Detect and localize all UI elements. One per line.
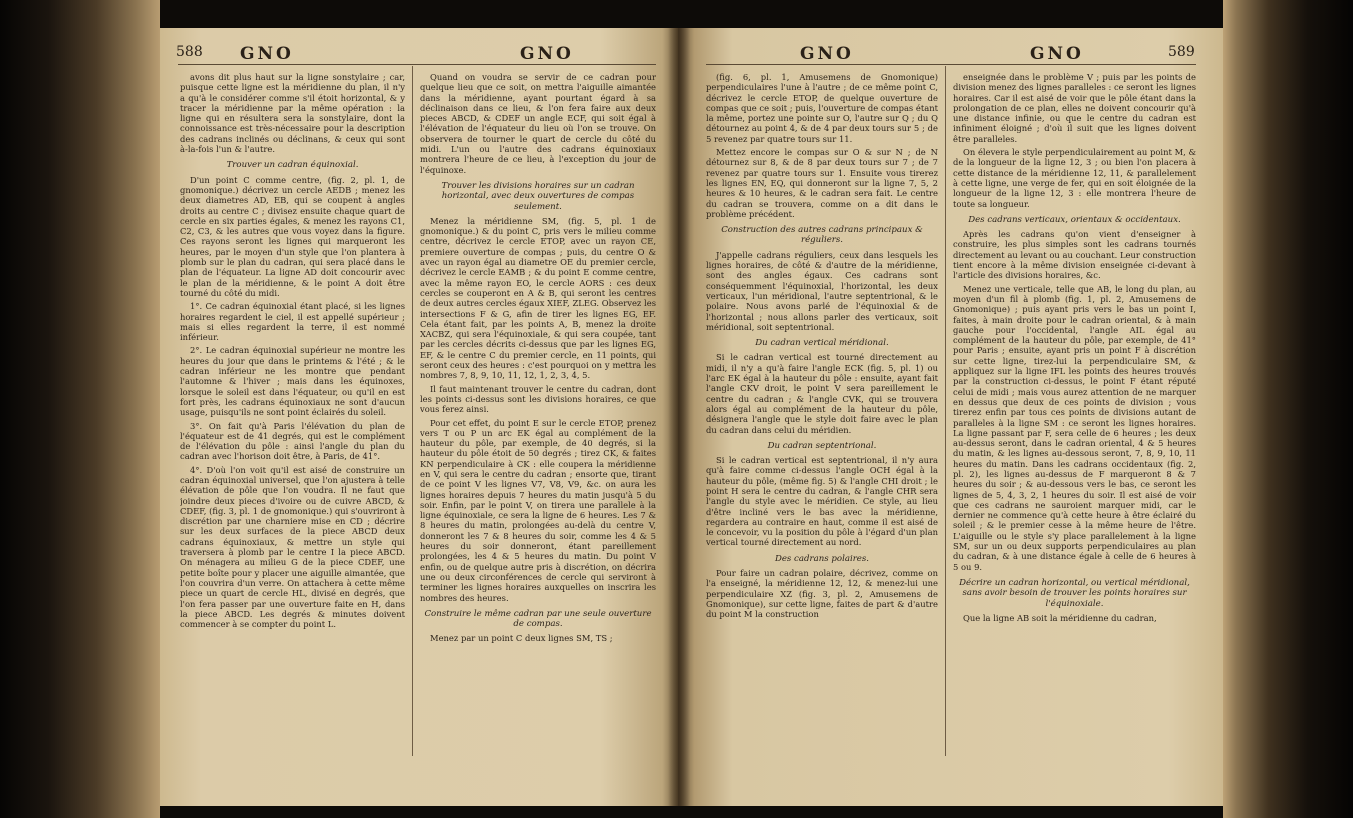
paragraph: 3°. On fait qu'à Paris l'élévation du plan de l'équateur est de 41 degrés, qui est le complément de l'élévation du pôle : ainsi l'angle du plan du cadran avec l'horison doit être, à Paris, de 41°. — [180, 420, 405, 462]
paragraph: 1°. Ce cadran équinoxial étant placé, si les lignes horaires regardent le ciel, il est appellé supérieur ; mais si elles regardent la terre, il est nommé inférieur. — [180, 301, 405, 343]
section-heading: Du cadran septentrional. — [767, 440, 877, 451]
left-running-head-1: GNO — [240, 44, 294, 64]
paragraph: 2°. Le cadran équinoxial supérieur ne montre les heures du jour que dans le printems & l'été ; & le cadran inférieur ne les montre que pendant l'automne & l'hiver ; mais dans les équinoxes, lorsque le soleil est dans l'équateur, ou qu'il en est fort près, les cadrans équinoxiaux ne sont d'aucun usage, puisqu'ils ne sont point éclairés du soleil. — [180, 345, 405, 418]
paragraph: 4°. D'où l'on voit qu'il est aisé de construire un cadran équinoxial universel, que l'on ajustera à telle élévation de pôle que l'on voudra. Il ne faut que joindre deux pieces d'ivoire ou de cuivre ABCD, & CDEF, (fig. 3, pl. 1 de gnomonique.) qui s'ouvriront à discrétion par une charniere mise en CD ; décrire sur les deux surfaces de la piece ABCD deux cadrans équinoxiaux, & mettre un style qui traversera à plomb par le centre I la piece ABCD. On ménagera au milieu G de la piece CDEF, une petite boîte pour y placer une aiguille aimantée, que l'on couvrira d'un verre. On attachera à cette même piece un quart de cercle HL, divisé en degrés, que l'on fera passer par une ouverture faite en H, dans la piece ABCD. Les degrés & minutes doivent commencer à se compter du point L. — [180, 464, 405, 630]
paragraph: Menez la méridienne SM, (fig. 5, pl. 1 de gnomonique.) & du point C, pris vers le milieu comme centre, décrivez le cercle ETOP, avec un rayon CE, premiere ouverture de compas ; puis, du centre O & avec un rayon égal au diametre OE du premier cercle, décrivez le cercle EAMB ; & du point E comme centre, avec la même rayon EO, le cercle AORS : ces deux cercles se couperont en A & B, qui seront les centres de deux autres cercles égaux XIEF, ZLEG. Observez les intersections F & G, afin de tirer les lignes EG, EF. Cela étant fait, par les points A, B, menez la droite XACBZ, qui sera l'équinoxiale, & qui sera coupée, tant par les cercles décrits ci-dessus que par les lignes EG, EF, & le centre C du premier cercle, en 11 points, qui seront ceux des heures : c'est pourquoi on y mettra les nombres 7, 8, 9, 10, 11, 12, 1, 2, 3, 4, 5. — [420, 215, 656, 381]
left-column-divider — [412, 66, 413, 756]
section-heading: Trouver un cadran équinoxial. — [226, 160, 359, 171]
paragraph: Que la ligne AB soit la méridienne du cadran, — [963, 612, 1157, 623]
section-heading: Du cadran vertical méridional. — [755, 338, 889, 349]
right-page-number: 589 — [1168, 44, 1195, 60]
paragraph: Après les cadrans qu'on vient d'enseigner à construire, les plus simples sont les cadrans tournés directement au levant ou au couchant. Leur construction tient encore à la même division enseignée ci-devant à l'article des divisions horaires, &c. — [953, 229, 1196, 281]
paragraph: D'un point C comme centre, (fig. 2, pl. 1, de gnomonique.) décrivez un cercle AEDB ; menez les deux diametres AD, EB, qui se coupent à angles droits au centre C ; divisez ensuite chaque quart de cercle en six parties égales, & menez les rayons C1, C2, C3, & les autres que vous voyez dans la figure. Ces rayons seront les lignes qui marqueront les heures, par le moyen d'un style que l'on plantera à plomb sur le plan du cadran, qui sera placé dans le plan de l'équateur. La ligne AD doit concourir avec le plan de la méridienne, & le point A doit être tourné du côté du midi. — [180, 174, 405, 298]
paragraph: Menez une verticale, telle que AB, le long du plan, au moyen d'un fil à plomb (fig. 1, pl. 2, Amusemens de Gnomonique) ; puis ayant pris vers le bas un point I, faites, à main droite pour le cadran oriental, & à main gauche pour l'occidental, l'angle AIL égal au complément de la hauteur du pôle, par exemple, de 41° pour Paris ; ensuite, ayant pris un point F à discrétion sur cette ligne, tirez-lui la perpendiculaire SM, & appliquez sur la ligne IFL les points des heures trouvés par la construction ci-dessus, le point F étant réputé celui de midi ; mais vous aurez attention de ne marquer en dessus que deux de ces points de division ; vous tirerez enfin par tous ces points de divisions autant de paralleles à la ligne SM : ce seront les lignes horaires. La ligne passant par F, sera celle de 6 heures ; les deux au-dessus seront, dans le cadran oriental, 4 & 5 heures du matin, & les lignes au-dessous seront, 7, 8, 9, 10, 11 heures du matin. Dans les cadrans occidentaux (fig. 2, pl. 2), les lignes au-dessus de F marqueront 8 & 7 heures du soir ; & au-dessous vers le bas, ce seront les lignes de 5, 4, 3, 2, 1 heures du soir. Il est aisé de voir que ces cadrans ne sauroient marquer midi, car le dernier ne commence qu'à cette heure à être éclairé du soleil ; & le premier cesse à la même heure de l'être. L'aiguille ou le style s'y place parallelement à la ligne SM, sur un ou deux supports perpendiculaires au plan du cadran, & à une distance égale à celle de 6 heures à 5 ou 9. — [953, 283, 1196, 572]
section-heading: Construire le même cadran par une seule ouverture de compas. — [424, 608, 652, 630]
paragraph: Menez par un point C deux lignes SM, TS ; — [430, 633, 613, 644]
book-edge-left — [0, 0, 160, 818]
section-heading: Construction des autres cadrans principaux & réguliers. — [721, 225, 923, 246]
right-running-head-2: GNO — [1030, 44, 1084, 64]
paragraph: Il faut maintenant trouver le centre du cadran, dont les points ci-dessus sont les divisions horaires, ce que vous ferez ainsi. — [420, 383, 656, 415]
paragraph: enseignée dans le problème V ; puis par les points de division menez des lignes paralleles : ce seront les lignes horaires. Car il est aisé de voir que le pôle étant dans la prolongation de ce plan, elles ne doivent concourir qu'à une distance infinie, ou que le centre du cadran est infiniment éloigné ; d'où il suit que les lignes doivent être paralleles. — [953, 72, 1196, 144]
right-column-divider — [945, 66, 946, 756]
left-header-rule — [178, 64, 656, 65]
left-running-head-2: GNO — [520, 44, 574, 64]
book-gutter — [668, 28, 690, 806]
right-running-head-1: GNO — [800, 44, 854, 64]
paragraph: Mettez encore le compas sur O & sur N ; de N détournez sur 8, & de 8 par deux tours sur 7 ; de 7 revenez par quatre tours sur 1. Ensuite vous tirerez les lignes EN, EQ, qui donneront sur la ligne 7, 5, 2 heures & 10 heures, & le cadran sera fait. Le centre du cadran se trouvera, comme on a dit dans le problème précédent. — [706, 147, 938, 219]
book-edge-right — [1223, 0, 1353, 818]
paragraph: (fig. 6, pl. 1, Amusemens de Gnomonique) perpendiculaires l'une à l'autre ; de ce même point C, décrivez le cercle ETOP, de quelque ouverture de compas que ce soit ; puis, l'ouverture de compas étant la même, portez une pointe sur O, l'autre sur Q ; du Q détournez au point 4, & de 4 par deux tours sur 5 ; de 5 revenez par quatre tours sur 11. — [706, 72, 938, 144]
section-heading: Décrire un cadran horizontal, ou vertical méridional, sans avoir besoin de trouver les points horaires sur l'équinoxiale. — [959, 577, 1190, 609]
paragraph: Pour faire un cadran polaire, décrivez, comme on l'a enseigné, la méridienne 12, 12, & menez-lui une perpendiculaire XZ (fig. 3, pl. 2, Amusemens de Gnomonique), sur cette ligne, faites de part & d'autre du point M la construction — [706, 568, 938, 620]
paragraph: Quand on voudra se servir de ce cadran pour quelque lieu que ce soit, on mettra l'aiguille aimantée dans la méridienne, ayant pourtant égard à sa déclinaison dans ce lieu, & l'on fera faire aux deux pieces ABCD, & CDEF un angle ECF, qui soit égal à l'élévation de l'équateur du lieu où l'on se trouve. On observera de tourner le quart de cercle du côté du midi. L'un ou l'autre des cadrans équinoxiaux montrera l'heure de ce lieu, à l'exception du jour de l'équinoxe. — [420, 72, 656, 175]
right-column-2 — [953, 72, 1196, 762]
paragraph: J'appelle cadrans réguliers, ceux dans lesquels les lignes horaires, de côté & d'autre de la méridienne, sont des angles égaux. Ces cadrans sont conséquemment l'équinoxial, l'horizontal, les deux verticaux, l'un méridional, l'autre septentrional, & le polaire. Nous avons parlé de l'équinoxial & de l'horizontal ; nous allons parler des verticaux, soit méridional, soit septentrional. — [706, 249, 938, 332]
paragraph: Pour cet effet, du point E sur le cercle ETOP, prenez vers T ou P un arc EK égal au complément de la hauteur du pôle, par exemple, de 40 degrés, si la hauteur du pôle étoit de 50 degrés ; tirez CK, & faites KN perpendiculaire à CK : elle coupera la méridienne en V, qui sera le centre du cadran ; ensorte que, tirant de ce point V les lignes V7, V8, V9, &c. on aura les lignes horaires depuis 7 heures du matin jusqu'à 5 du soir. Enfin, par le point V, on tirera une parallele à la ligne équinoxiale, ce sera la ligne de 6 heures. Les 7 & 8 heures du matin, prolongées au-delà du centre V, donneront les 7 & 8 heures du soir, comme les 4 & 5 heures du soir donneront, étant pareillement prolongées, les 4 & 5 heures du matin. Du point V enfin, ou de quelque autre pris à discrétion, on décrira une ou deux circonférences de cercle qui serviront à terminer les lignes horaires auxquelles on inscrira les nombres des heures. — [420, 417, 656, 603]
left-page-number: 588 — [176, 44, 203, 60]
paragraph: On élevera le style perpendiculairement au point M, & de la longueur de la ligne 12, 3 ; ou bien l'on placera à cette distance de la méridienne 12, 11, & parallelement à cette ligne, une verge de fer, qui en soit éloignée de la longueur de la ligne 12, 3 : elle montrera l'heure de toute sa longueur. — [953, 147, 1196, 209]
section-heading: Des cadrans verticaux, orientaux & occidentaux. — [968, 214, 1181, 225]
section-heading: Trouver les divisions horaires sur un cadran horizontal, avec deux ouvertures de compas seulement. — [441, 180, 635, 212]
left-column-2 — [420, 72, 656, 762]
right-column-1 — [706, 72, 938, 762]
section-heading: Des cadrans polaires. — [774, 553, 870, 564]
paragraph: Si le cadran vertical est tourné directement au midi, il n'y a qu'à faire l'angle ECK (fig. 5, pl. 1) ou l'arc EK égal à la hauteur du pôle : ensuite, ayant fait l'angle CKV droit, le point V sera pareillement le centre du cadran ; & l'angle CVK, qui se trouvera alors égal au complément de la hauteur du pôle, désignera l'angle que le style doit faire avec le plan du cadran dans celui du méridien. — [706, 352, 938, 435]
paragraph: Si le cadran vertical est septentrional, il n'y aura qu'à faire comme ci-dessus l'angle OCH égal à la hauteur du pôle, (même fig. 5) & l'angle CHI droit ; le point H sera le centre du cadran, & l'angle CHR sera l'angle du style avec le méridien. Ce style, au lieu d'être incliné vers le bas avec la méridienne, regardera au contraire en haut, comme il est aisé de le concevoir, vu la position du pôle à l'égard d'un plan vertical tourné directement au nord. — [706, 455, 938, 548]
right-header-rule — [706, 64, 1196, 65]
left-column-1 — [180, 72, 405, 762]
paragraph: avons dit plus haut sur la ligne sonstylaire ; car, puisque cette ligne est la méridienne du plan, il n'y a qu'à le considérer comme s'il étoit horizontal, & y tracer la méridienne par la même opération : la ligne qui en résultera sera la sonstylaire, dont la connoissance est très-nécessaire pour la description des cadrans inclinés ou déclinans, & ceux qui sont à-la-fois l'un & l'autre. — [180, 72, 405, 155]
